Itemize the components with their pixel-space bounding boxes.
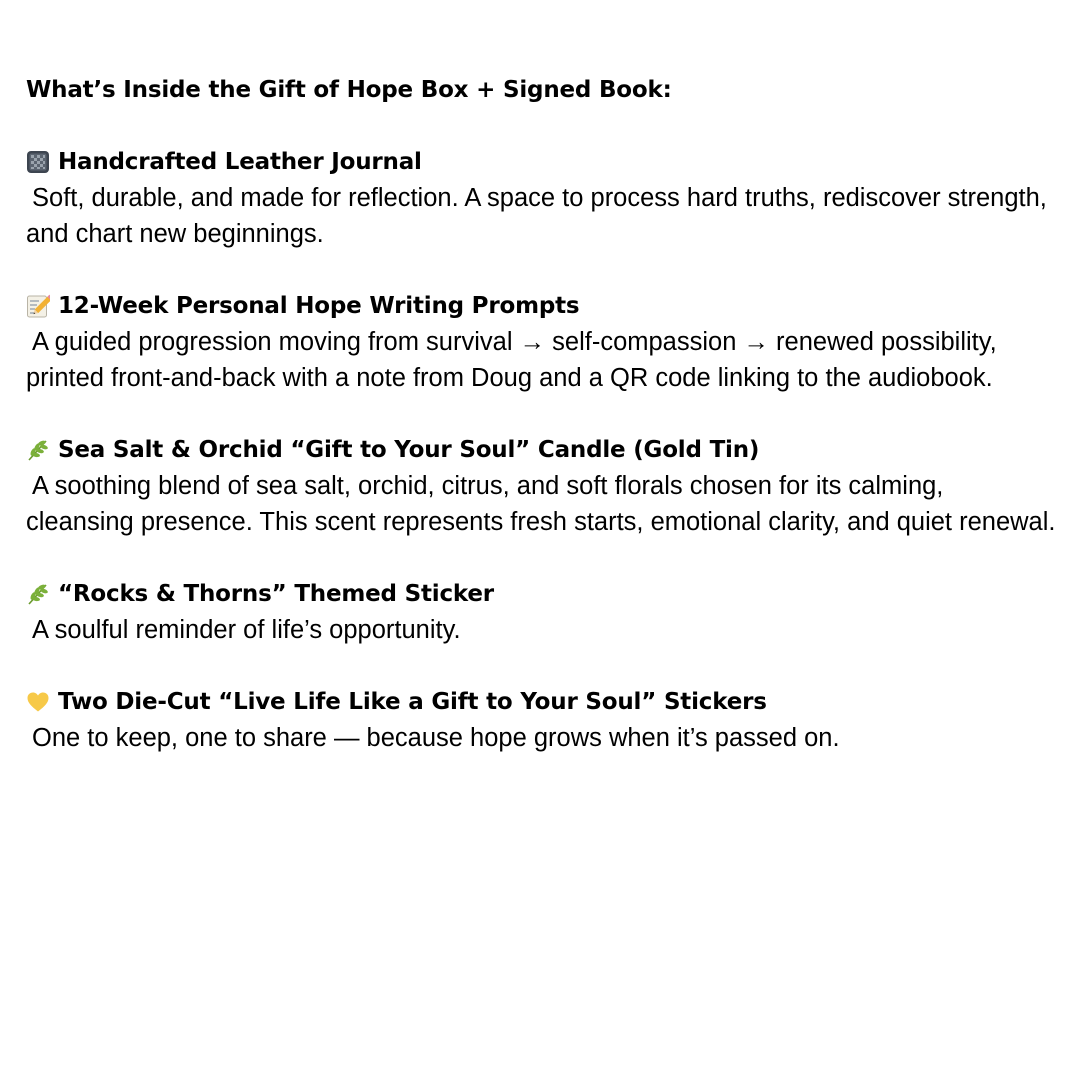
notebook-icon — [26, 150, 50, 174]
list-item — [26, 432, 1056, 540]
item-title-row — [26, 288, 1056, 324]
item-title: Handcrafted Leather Journal — [58, 149, 422, 175]
page-title: What’s Inside the Gift of Hope Box + Signed Book: — [26, 77, 672, 103]
yellow-heart-icon — [26, 690, 50, 714]
item-title: 12-Week Personal Hope Writing Prompts — [58, 293, 580, 319]
list-item — [26, 684, 1056, 756]
memo-icon — [26, 294, 50, 318]
item-title-row — [26, 432, 1056, 468]
item-description: A soulful reminder of life’s opportunity. — [32, 616, 461, 644]
list-item — [26, 288, 1056, 396]
item-title-row — [26, 576, 1056, 612]
item-description: A soothing blend of sea salt, orchid, citrus, and soft florals chosen for its calming, cleansing presence. This scent represents fresh starts, emotional clarity, and quiet renewal. — [26, 472, 1056, 536]
item-title-row — [26, 684, 1056, 720]
list-item — [26, 144, 1056, 252]
item-title: “Rocks & Thorns” Themed Sticker — [58, 581, 494, 607]
list-item — [26, 576, 1056, 648]
item-title-row — [26, 144, 1056, 180]
item-description: Soft, durable, and made for reflection. A space to process hard truths, rediscover strength, and chart new beginnings. — [26, 184, 1047, 248]
item-description: One to keep, one to share — because hope grows when it’s passed on. — [32, 724, 840, 752]
herb-icon — [26, 582, 50, 606]
item-title: Two Die-Cut “Live Life Like a Gift to Your Soul” Stickers — [58, 689, 767, 715]
item-description: A guided progression moving from survival → self-compassion → renewed possibility, printed front-and-back with a note from Doug and a QR code linking to the audiobook. — [26, 328, 997, 392]
item-title: Sea Salt & Orchid “Gift to Your Soul” Candle (Gold Tin) — [58, 437, 760, 463]
gift-box-contents — [26, 72, 1056, 792]
herb-icon — [26, 438, 50, 462]
